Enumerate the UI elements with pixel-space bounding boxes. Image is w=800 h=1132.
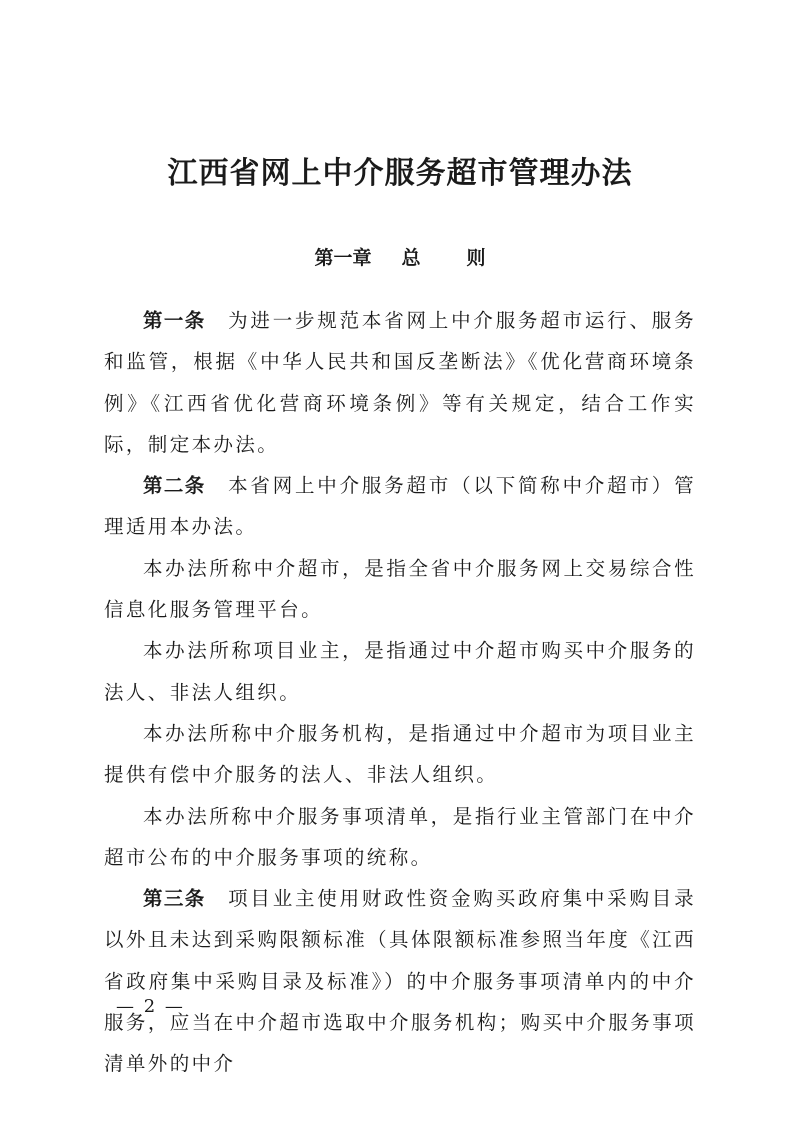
paragraph-text: 本省网上中介服务超市（以下简称中介超市）管理适用本办法。 [104, 474, 696, 539]
article-label: 第一条 [143, 309, 206, 332]
article-label: 第三条 [143, 887, 206, 911]
article-label: 第二条 [143, 474, 206, 498]
chapter-heading [0, 243, 800, 273]
paragraph-text: 为进一步规范本省网上中介服务超市运行、服务和监管，根据《中华人民共和国反垄断法》《优化营商环境条例》《江西省优化营商环境条例》等有关规定，结合工作实际，制定本办法。 [104, 309, 696, 456]
paragraph-text: 本办法所称中介超市，是指全省中介服务网上交易综合性信息化服务管理平台。 [104, 556, 696, 622]
article-paragraph [104, 465, 696, 548]
paragraph [104, 796, 696, 879]
paragraph [104, 713, 696, 796]
paragraph-text: 本办法所称中介服务机构，是指通过中介超市为项目业主提供有偿中介服务的法人、非法人组织。 [104, 721, 696, 787]
article-paragraph [104, 300, 696, 465]
paragraph-text: 本办法所称项目业主，是指通过中介超市购买中介服务的法人、非法人组织。 [104, 639, 696, 704]
chapter-number: 第一章 [314, 247, 372, 269]
paragraph-text: 项目业主使用财政性资金购买政府集中采购目录以外且未达到采购限额标准（具体限额标准参照当年度《江西省政府集中采购目录及标准》）的中介服务事项清单内的中介服务，应当在中介超市选取中介服务机构；购买中介服务事项清单外的中介 [104, 887, 696, 1076]
page-number: — 2 — [116, 996, 185, 1017]
paragraph-text: 本办法所称中介服务事项清单，是指行业主管部门在中介超市公布的中介服务事项的统称。 [104, 804, 696, 869]
chapter-name-part2: 则 [466, 247, 486, 269]
chapter-name-part1: 总 [401, 247, 421, 269]
paragraph [104, 548, 696, 631]
document-title: 江西省网上中介服务超市管理办法 [167, 156, 633, 191]
paragraph [104, 630, 696, 713]
document-body [104, 300, 696, 1085]
article-paragraph [104, 878, 696, 1084]
